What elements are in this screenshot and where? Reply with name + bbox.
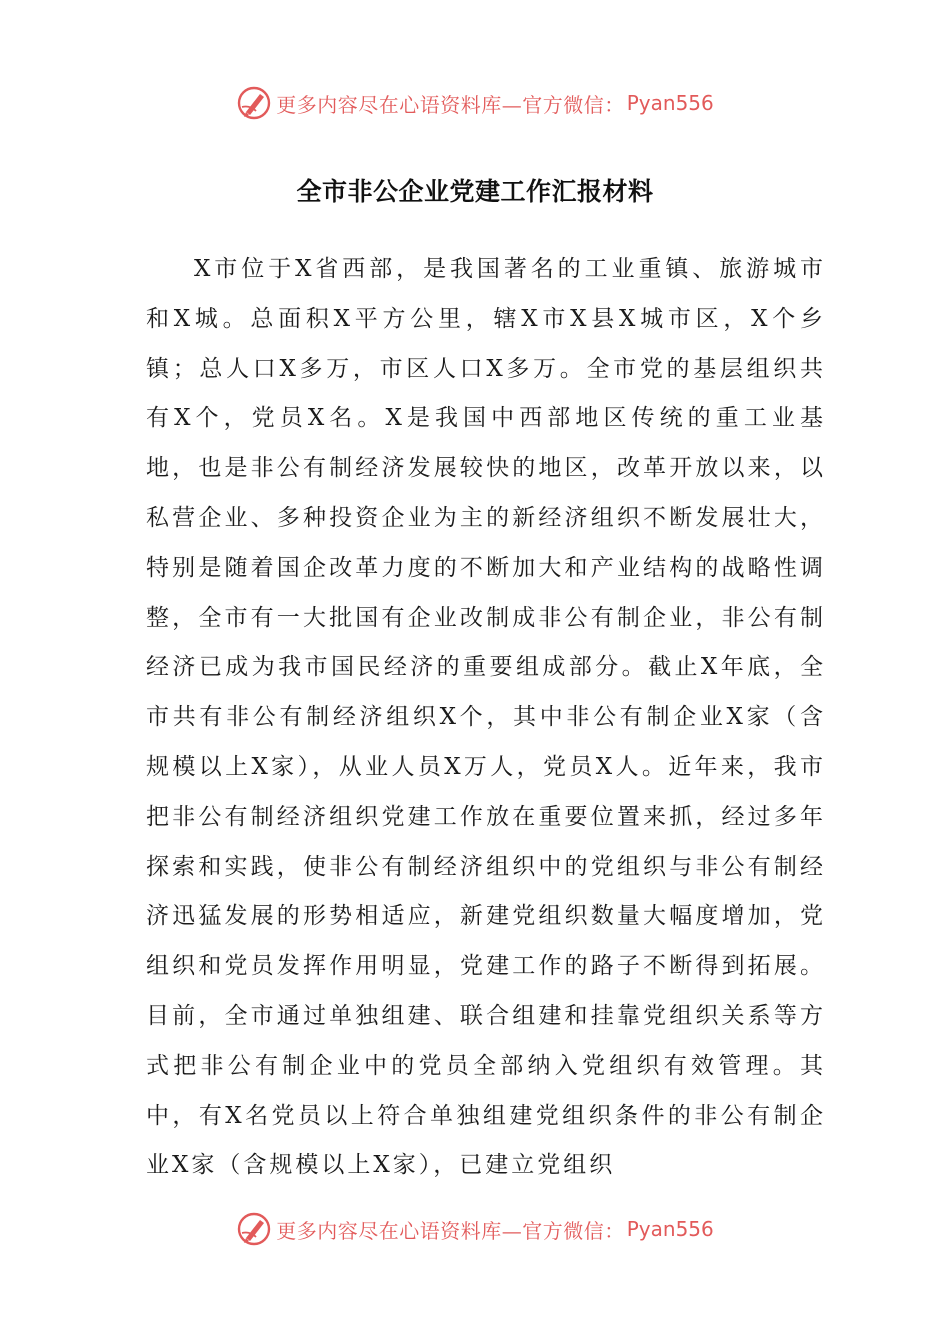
- header-banner: [0, 78, 950, 128]
- footer-wechat-id: Pyan556: [626, 1217, 714, 1241]
- footer-banner: [0, 1204, 950, 1254]
- header-wechat-id: Pyan556: [626, 91, 714, 115]
- document-title: 全市非公企业党建工作汇报材料: [296, 177, 654, 206]
- header-banner-text: 更多内容尽在心语资料库—官方微信：: [276, 92, 625, 117]
- pen-logo-icon: [236, 1211, 272, 1247]
- body-paragraph: X市位于X省西部，是我国著名的工业重镇、旅游城市和X城。总面积X平方公里，辖X市X县X城市区，X个乡镇；总人口X多万，市区人口X多万。全市党的基层组织共有X个，党员X名。X是我国中西部地区传统的重工业基地，也是非公有制经济发展较快的地区，改革开放以来，以私营企业、多种投资企业为主的新经济组织不断发展壮大，特别是随着国企改革力度的不断加大和产业结构的战略性调整，全市有一大批国有企业改制成非公有制企业，非公有制经济已成为我市国民经济的重要组成部分。截止X年底，全市共有非公有制经济组织X个，其中非公有制企业X家（含规模以上X家），从业人员X万人，党员X人。近年来，我市把非公有制经济组织党建工作放在重要位置来抓，经过多年探索和实践，使非公有制经济组织中的党组织与非公有制经济迅猛发展的形势相适应，新建党组织数量大幅度增加，党组织和党员发挥作用明显，党建工作的路子不断得到拓展。目前，全市通过单独组建、联合组建和挂靠党组织关系等方式把非公有制企业中的党员全部纳入党组织有效管理。其中，有X名党员以上符合单独组建党组织条件的非公有制企业X家（含规模以上X家），已建立党组织: [146, 256, 826, 1179]
- footer-banner-text: 更多内容尽在心语资料库—官方微信：: [276, 1218, 625, 1243]
- pen-logo-icon: [236, 85, 272, 121]
